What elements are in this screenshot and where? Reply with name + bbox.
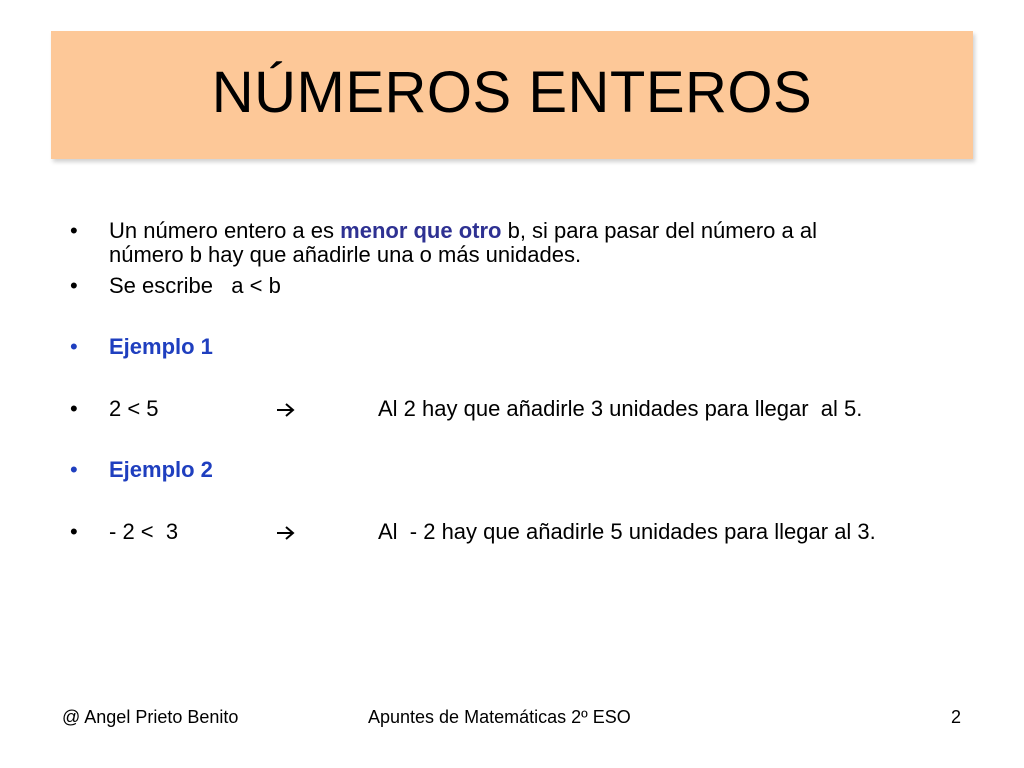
example2-explanation: Al - 2 hay que añadirle 5 unidades para llegar al 3. [378, 519, 876, 544]
example1-explanation: Al 2 hay que añadirle 3 unidades para llegar al 5. [378, 396, 863, 421]
slide-title: NÚMEROS ENTEROS [211, 60, 813, 125]
right-arrow-icon [275, 397, 297, 421]
definition-part2: b, si para pasar del número a al [501, 218, 817, 243]
example2-heading: Ejemplo 2 [109, 457, 213, 482]
bullet-marker: • [70, 334, 78, 359]
example2-expression: - 2 < 3 [109, 519, 179, 544]
bullet-marker: • [70, 396, 78, 421]
footer-author: @ Angel Prieto Benito [62, 707, 239, 727]
definition-text [109, 219, 817, 267]
footer-course: Apuntes de Matemáticas 2º ESO [368, 707, 631, 727]
bullet-marker: • [70, 273, 78, 298]
right-arrow-icon [275, 520, 297, 544]
bullet-marker: • [70, 218, 78, 243]
definition-highlight: menor que otro [340, 218, 502, 243]
bullet-marker: • [70, 519, 78, 544]
definition-part1: Un número entero a es [109, 218, 341, 243]
notation-text: Se escribe a < b [109, 273, 281, 298]
footer-page-number: 2 [951, 707, 962, 727]
example1-heading: Ejemplo 1 [109, 334, 213, 359]
definition-line2: número b hay que añadirle una o más unidades. [109, 242, 582, 267]
example1-expression: 2 < 5 [109, 396, 159, 421]
bullet-marker: • [70, 457, 78, 482]
